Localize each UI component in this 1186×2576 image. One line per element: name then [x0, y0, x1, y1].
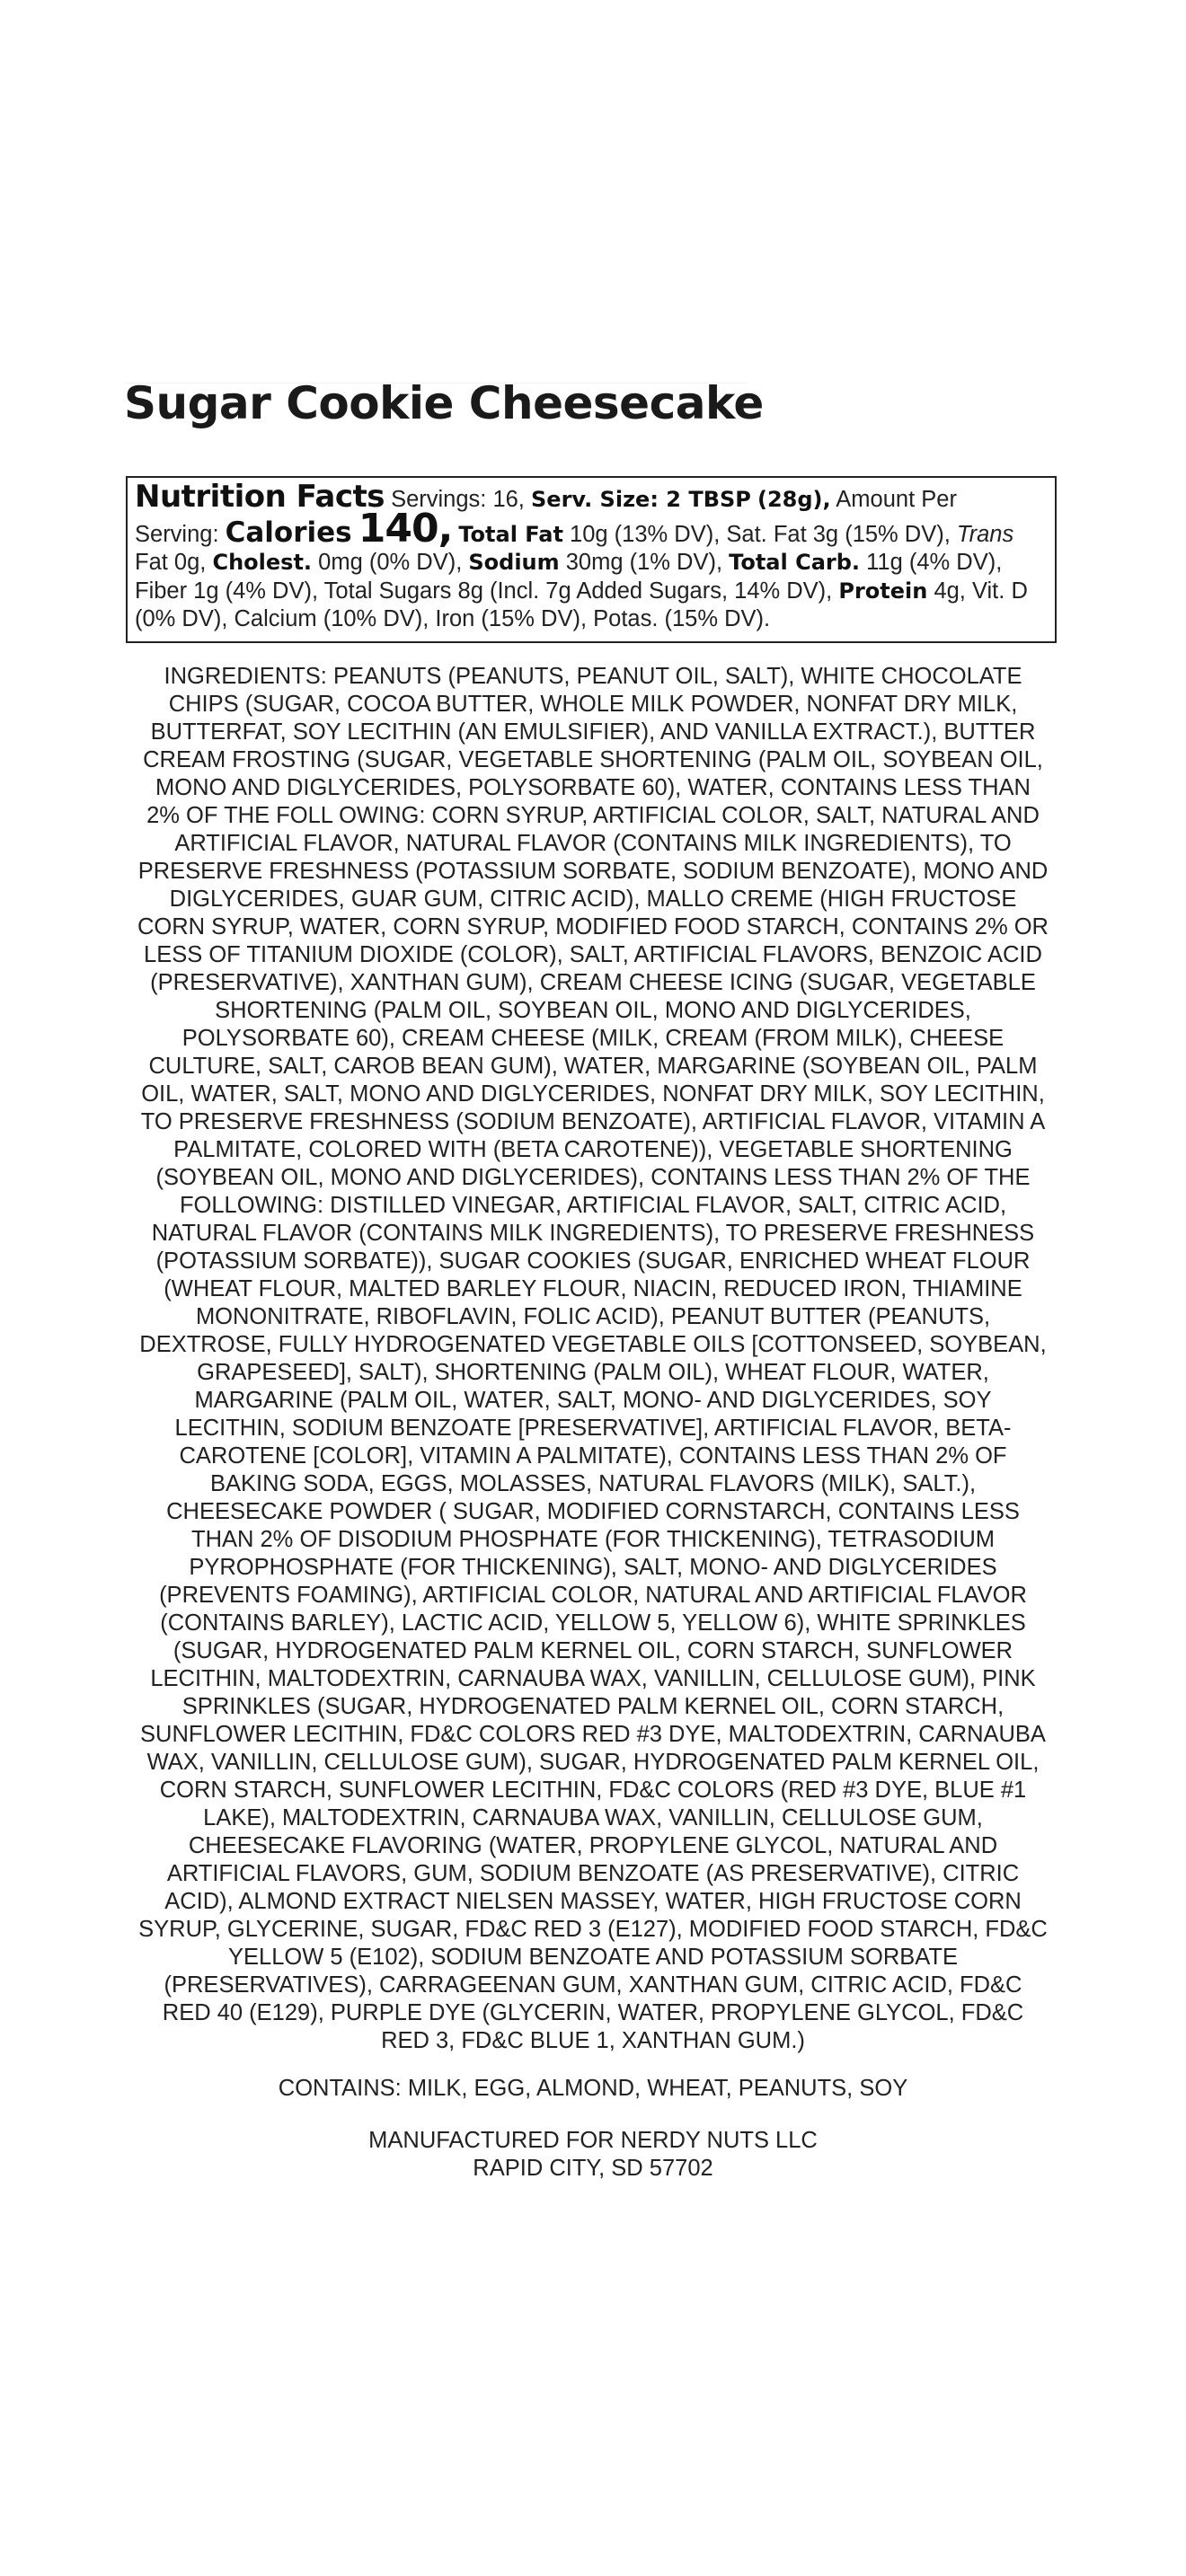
ingredient-line: (PREVENTS FOAMING), ARTIFICIAL COLOR, NATURAL AND ARTIFICIAL FLAVOR	[159, 1583, 1027, 1608]
cholest-label: Cholest.	[212, 550, 313, 575]
ingredient-line: SPRINKLES (SUGAR, HYDROGENATED PALM KERNEL OIL, CORN STARCH,	[181, 1694, 1005, 1719]
ingredient-line: (SUGAR, HYDROGENATED PALM KERNEL OIL, CORN STARCH, SUNFLOWER	[173, 1638, 1013, 1663]
ingredient-line: CHEESECAKE POWDER ( SUGAR, MODIFIED CORNSTARCH, CONTAINS LESS	[166, 1499, 1020, 1524]
calories-label: Calories	[225, 516, 352, 549]
carb-value: 11g (4% DV),	[866, 550, 1003, 575]
ingredient-line: LAKE), MALTODEXTRIN, CARNAUBA WAX, VANILLIN, CELLULOSE GUM,	[203, 1805, 983, 1831]
servings: Servings: 16,	[391, 487, 525, 512]
ingredient-line: (WHEAT FLOUR, MALTED BARLEY FLOUR, NIACIN, REDUCED IRON, THIAMINE	[164, 1276, 1022, 1301]
ingredient-line: FOLLOWING: DISTILLED VINEGAR, ARTIFICIAL FLAVOR, SALT, CITRIC ACID,	[179, 1193, 1007, 1218]
ingredient-line: MONONITRATE, RIBOFLAVIN, FOLIC ACID), PEANUT BUTTER (PEANUTS,	[195, 1304, 991, 1329]
sodium-value: 30mg (1% DV),	[565, 550, 723, 575]
nutrition-facts-panel	[126, 476, 1057, 643]
ingredient-line: 2% OF THE FOLL OWING: CORN SYRUP, ARTIFICIAL COLOR, SALT, NATURAL AND	[146, 803, 1040, 828]
ingredient-line: CHIPS (SUGAR, COCOA BUTTER, WHOLE MILK POWDER, NONFAT DRY MILK,	[168, 692, 1018, 717]
manufacturer-name: MANUFACTURED FOR NERDY NUTS LLC	[368, 2128, 818, 2153]
ingredient-line: SHORTENING (PALM OIL, SOYBEAN OIL, MONO AND DIGLYCERIDES,	[215, 998, 971, 1023]
ingredient-line: CULTURE, SALT, CAROB BEAN GUM), WATER, MARGARINE (SOYBEAN OIL, PALM	[148, 1054, 1038, 1079]
ingredient-line: LESS OF TITANIUM DIOXIDE (COLOR), SALT, ARTIFICIAL FLAVORS, BENZOIC ACID	[144, 942, 1042, 967]
ingredient-line: PALMITATE, COLORED WITH (BETA CAROTENE)), VEGETABLE SHORTENING	[173, 1137, 1013, 1162]
ingredient-line: ARTIFICIAL FLAVORS, GUM, SODIUM BENZOATE (AS PRESERVATIVE), CITRIC	[166, 1861, 1020, 1886]
ingredient-line: LECITHIN, SODIUM BENZOATE [PRESERVATIVE], ARTIFICIAL FLAVOR, BETA-	[174, 1416, 1012, 1441]
ingredient-line: (CONTAINS BARLEY), LACTIC ACID, YELLOW 5, YELLOW 6), WHITE SPRINKLES	[160, 1610, 1026, 1636]
ingredient-line: LECITHIN, MALTODEXTRIN, CARNAUBA WAX, VANILLIN, CELLULOSE GUM), PINK	[150, 1666, 1036, 1691]
ingredient-line: INGREDIENTS: PEANUTS (PEANUTS, PEANUT OIL, SALT), WHITE CHOCOLATE	[164, 664, 1022, 689]
protein-value: 4g, Vit. D	[934, 578, 1028, 604]
ingredient-line: OIL, WATER, SALT, MONO AND DIGLYCERIDES, NONFAT DRY MILK, SOY LECITHIN,	[141, 1081, 1045, 1107]
ingredient-line: CAROTENE [COLOR], VITAMIN A PALMITATE), CONTAINS LESS THAN 2% OF	[179, 1443, 1007, 1469]
ingredient-line: BAKING SODA, EGGS, MOLASSES, NATURAL FLAVORS (MILK), SALT.),	[209, 1471, 977, 1496]
ingredient-line: ACID), ALMOND EXTRACT NIELSEN MASSEY, WATER, HIGH FRUCTOSE CORN	[164, 1889, 1022, 1914]
ingredient-line: (PRESERVATIVES), CARRAGEENAN GUM, XANTHAN GUM, CITRIC ACID, FD&C	[164, 1972, 1022, 1998]
ingredient-line: PYROPHOSPHATE (FOR THICKENING), SALT, MONO- AND DIGLYCERIDES	[189, 1555, 997, 1580]
ingredient-line: RED 40 (E129), PURPLE DYE (GLYCERIN, WATER, PROPYLENE GLYCOL, FD&C	[162, 2000, 1024, 2025]
ingredient-line: YELLOW 5 (E102), SODIUM BENZOATE AND POTASSIUM SORBATE	[228, 1945, 958, 1970]
ingredient-line: CHEESECAKE FLAVORING (WATER, PROPYLENE GLYCOL, NATURAL AND	[188, 1833, 998, 1858]
ingredient-line: WAX, VANILLIN, CELLULOSE GUM), SUGAR, HYDROGENATED PALM KERNEL OIL,	[146, 1750, 1040, 1775]
ingredient-line: SUNFLOWER LECITHIN, FD&C COLORS RED #3 DYE, MALTODEXTRIN, CARNAUBA	[140, 1722, 1046, 1747]
manufacturer-info	[115, 2127, 1071, 2183]
ingredient-line: SYRUP, GLYCERINE, SUGAR, FD&C RED 3 (E127), MODIFIED FOOD STARCH, FD&C	[138, 1917, 1048, 1942]
vitamins-minerals: (0% DV), Calcium (10% DV), Iron (15% DV), Potas. (15% DV).	[135, 606, 771, 631]
ingredient-line: ARTIFICIAL FLAVOR, NATURAL FLAVOR (CONTAINS MILK INGREDIENTS), TO	[174, 831, 1012, 856]
total-fat-value: 10g (13% DV), Sat. Fat 3g (15% DV),	[570, 521, 951, 547]
ingredient-line: (PRESERVATIVE), XANTHAN GUM), CREAM CHEESE ICING (SUGAR, VEGETABLE	[150, 970, 1036, 995]
carb-label: Total Carb.	[729, 550, 861, 575]
trans-value: Fat 0g,	[135, 550, 207, 575]
manufacturer-address: RAPID CITY, SD 57702	[473, 2156, 713, 2181]
ingredient-line: GRAPESEED], SALT), SHORTENING (PALM OIL), WHEAT FLOUR, WATER,	[197, 1360, 989, 1385]
protein-label: Protein	[838, 578, 928, 604]
ingredient-line: RED 3, FD&C BLUE 1, XANTHAN GUM.)	[381, 2028, 805, 2053]
trans-label: Trans	[956, 521, 1014, 547]
ingredient-line: NATURAL FLAVOR (CONTAINS MILK INGREDIENTS), TO PRESERVE FRESHNESS	[151, 1221, 1035, 1246]
serving-label: Serving:	[135, 521, 219, 547]
ingredient-line: PRESERVE FRESHNESS (POTASSIUM SORBATE, SODIUM BENZOATE), MONO AND	[137, 859, 1049, 884]
ingredient-line: CORN SYRUP, WATER, CORN SYRUP, MODIFIED FOOD STARCH, CONTAINS 2% OR	[137, 914, 1049, 940]
ingredient-line: POLYSORBATE 60), CREAM CHEESE (MILK, CREAM (FROM MILK), CHEESE	[181, 1026, 1005, 1051]
ingredient-line: CREAM FROSTING (SUGAR, VEGETABLE SHORTENING (PALM OIL, SOYBEAN OIL,	[143, 747, 1043, 772]
allergen-statement: CONTAINS: MILK, EGG, ALMOND, WHEAT, PEANUTS, SOY	[278, 2076, 908, 2101]
serv-size-value: (28g),	[757, 487, 831, 512]
ingredients-list	[115, 663, 1071, 2055]
ingredient-line: MARGARINE (PALM OIL, WATER, SALT, MONO- AND DIGLYCERIDES, SOY	[194, 1388, 992, 1413]
ingredient-line: (POTASSIUM SORBATE)), SUGAR COOKIES (SUGAR, ENRICHED WHEAT FLOUR	[155, 1248, 1031, 1274]
ingredient-line: TO PRESERVE FRESHNESS (SODIUM BENZOATE), ARTIFICIAL FLAVOR, VITAMIN A	[140, 1109, 1046, 1134]
cholest-value: 0mg (0% DV),	[318, 550, 463, 575]
ingredient-line: DIGLYCERIDES, GUAR GUM, CITRIC ACID), MALLO CREME (HIGH FRUCTOSE	[169, 887, 1017, 912]
ingredient-line: DEXTROSE, FULLY HYDROGENATED VEGETABLE OILS [COTTONSEED, SOYBEAN,	[139, 1332, 1047, 1357]
ingredient-line: CORN STARCH, SUNFLOWER LECITHIN, FD&C COLORS (RED #3 DYE, BLUE #1	[159, 1778, 1027, 1803]
amount-per: Amount Per	[836, 487, 957, 512]
fiber-sugars: Fiber 1g (4% DV), Total Sugars 8g (Incl. 7g Added Sugars, 14% DV),	[135, 578, 833, 604]
product-title: Sugar Cookie Cheesecake	[124, 377, 764, 429]
ingredient-line: THAN 2% OF DISODIUM PHOSPHATE (FOR THICKENING), TETRASODIUM	[191, 1527, 995, 1552]
total-fat-label: Total Fat	[458, 521, 563, 547]
sodium-label: Sodium	[468, 550, 560, 575]
ingredient-line: MONO AND DIGLYCERIDES, POLYSORBATE 60), WATER, CONTAINS LESS THAN	[155, 775, 1031, 800]
ingredient-line: (SOYBEAN OIL, MONO AND DIGLYCERIDES), CONTAINS LESS THAN 2% OF THE	[155, 1165, 1031, 1190]
serv-size-label: Serv. Size: 2 TBSP	[531, 487, 751, 512]
calories-value: 140,	[358, 505, 453, 551]
nutrition-heading: Nutrition Facts	[135, 479, 385, 515]
ingredient-line: BUTTERFAT, SOY LECITHIN (AN EMULSIFIER), AND VANILLA EXTRACT.), BUTTER	[150, 719, 1036, 745]
